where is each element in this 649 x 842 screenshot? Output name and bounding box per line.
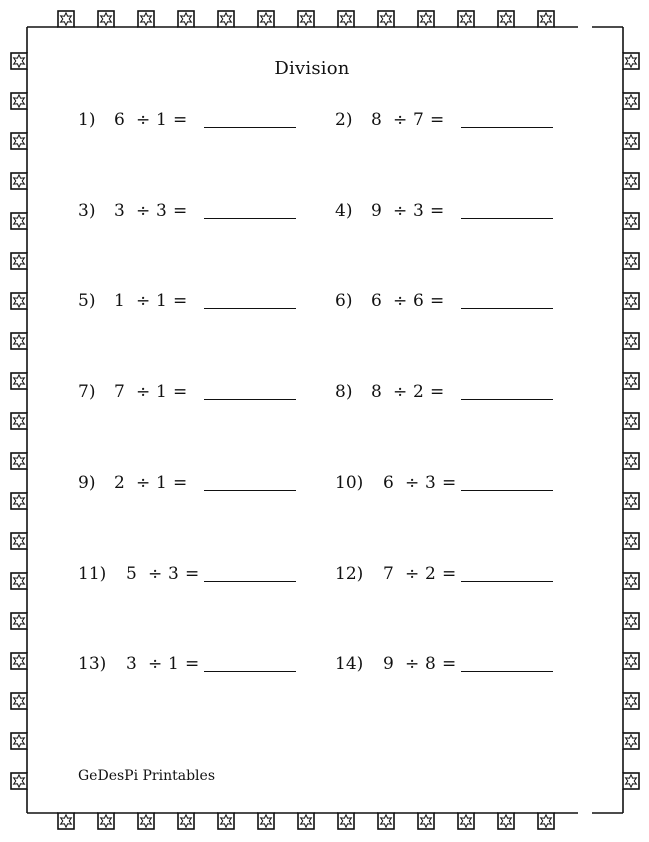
divisor: 1 <box>156 473 167 493</box>
divisor: 3 <box>156 201 167 221</box>
divisor: 1 <box>156 382 167 402</box>
divisor: 3 <box>425 473 436 493</box>
problem-7 <box>78 380 298 404</box>
problem-number: 14) <box>335 654 364 674</box>
answer-blank[interactable] <box>461 399 553 400</box>
division-sign: ÷ <box>136 291 151 311</box>
dividend: 1 <box>114 291 125 311</box>
dividend: 7 <box>383 564 394 584</box>
equals-sign: = <box>173 382 188 402</box>
answer-blank[interactable] <box>461 218 553 219</box>
division-sign: ÷ <box>393 382 408 402</box>
problem-number: 9) <box>78 473 96 493</box>
dividend: 8 <box>371 382 382 402</box>
division-sign: ÷ <box>405 473 420 493</box>
divisor: 3 <box>168 564 179 584</box>
division-sign: ÷ <box>405 564 420 584</box>
problem-8 <box>335 380 555 404</box>
dividend: 6 <box>383 473 394 493</box>
equals-sign: = <box>173 201 188 221</box>
equals-sign: = <box>442 473 457 493</box>
division-sign: ÷ <box>148 654 163 674</box>
equals-sign: = <box>430 382 445 402</box>
dividend: 5 <box>126 564 137 584</box>
dividend: 9 <box>371 201 382 221</box>
divisor: 8 <box>425 654 436 674</box>
divisor: 7 <box>413 110 424 130</box>
problem-2 <box>335 108 555 132</box>
division-sign: ÷ <box>393 201 408 221</box>
answer-blank[interactable] <box>204 490 296 491</box>
dividend: 6 <box>371 291 382 311</box>
equals-sign: = <box>442 564 457 584</box>
division-sign: ÷ <box>393 291 408 311</box>
problem-number: 11) <box>78 564 107 584</box>
answer-blank[interactable] <box>461 671 553 672</box>
answer-blank[interactable] <box>204 218 296 219</box>
problem-number: 10) <box>335 473 364 493</box>
problem-10 <box>335 471 555 495</box>
problem-9 <box>78 471 298 495</box>
page-title: Division <box>274 58 350 79</box>
problem-3 <box>78 199 298 223</box>
division-sign: ÷ <box>136 110 151 130</box>
equals-sign: = <box>173 110 188 130</box>
division-sign: ÷ <box>393 110 408 130</box>
problem-5 <box>78 289 298 313</box>
division-sign: ÷ <box>136 382 151 402</box>
equals-sign: = <box>430 291 445 311</box>
answer-blank[interactable] <box>204 581 296 582</box>
answer-blank[interactable] <box>204 308 296 309</box>
divisor: 3 <box>413 201 424 221</box>
problem-number: 5) <box>78 291 96 311</box>
answer-blank[interactable] <box>461 581 553 582</box>
problem-4 <box>335 199 555 223</box>
problem-11 <box>78 562 298 586</box>
division-sign: ÷ <box>136 473 151 493</box>
problem-number: 3) <box>78 201 96 221</box>
problem-number: 4) <box>335 201 353 221</box>
answer-blank[interactable] <box>204 127 296 128</box>
division-sign: ÷ <box>136 201 151 221</box>
divisor: 2 <box>413 382 424 402</box>
problem-13 <box>78 652 298 676</box>
problem-14 <box>335 652 555 676</box>
answer-blank[interactable] <box>461 127 553 128</box>
division-sign: ÷ <box>405 654 420 674</box>
problem-number: 1) <box>78 110 96 130</box>
equals-sign: = <box>185 654 200 674</box>
dividend: 3 <box>114 201 125 221</box>
problem-number: 8) <box>335 382 353 402</box>
divisor: 6 <box>413 291 424 311</box>
dividend: 6 <box>114 110 125 130</box>
answer-blank[interactable] <box>204 399 296 400</box>
equals-sign: = <box>430 110 445 130</box>
problem-12 <box>335 562 555 586</box>
problem-number: 6) <box>335 291 353 311</box>
problem-number: 13) <box>78 654 107 674</box>
problem-6 <box>335 289 555 313</box>
equals-sign: = <box>442 654 457 674</box>
footer-credit: GeDesPi Printables <box>78 768 215 784</box>
answer-blank[interactable] <box>461 490 553 491</box>
divisor: 1 <box>156 291 167 311</box>
problem-number: 7) <box>78 382 96 402</box>
answer-blank[interactable] <box>204 671 296 672</box>
equals-sign: = <box>430 201 445 221</box>
equals-sign: = <box>185 564 200 584</box>
equals-sign: = <box>173 291 188 311</box>
dividend: 7 <box>114 382 125 402</box>
dividend: 9 <box>383 654 394 674</box>
problem-number: 12) <box>335 564 364 584</box>
problem-1 <box>78 108 298 132</box>
divisor: 1 <box>168 654 179 674</box>
dividend: 3 <box>126 654 137 674</box>
answer-blank[interactable] <box>461 308 553 309</box>
dividend: 2 <box>114 473 125 493</box>
divisor: 1 <box>156 110 167 130</box>
equals-sign: = <box>173 473 188 493</box>
problem-number: 2) <box>335 110 353 130</box>
division-sign: ÷ <box>148 564 163 584</box>
dividend: 8 <box>371 110 382 130</box>
divisor: 2 <box>425 564 436 584</box>
